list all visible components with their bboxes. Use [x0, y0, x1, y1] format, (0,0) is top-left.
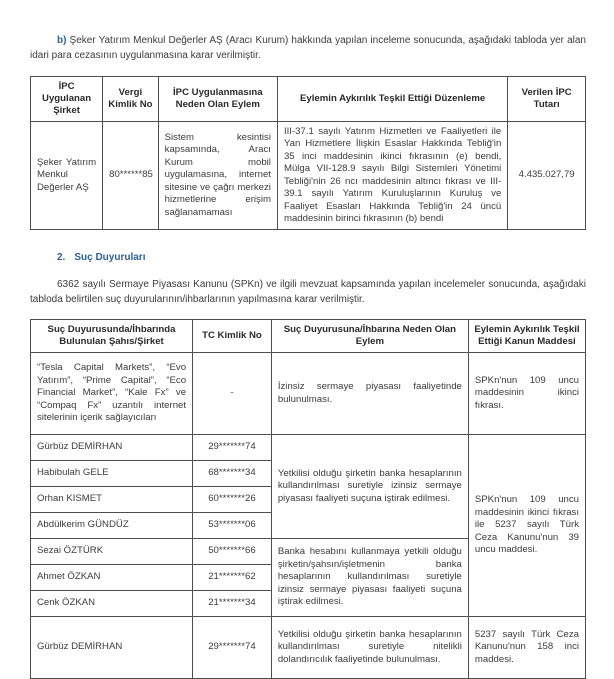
complaint-row-fraud: [31, 617, 586, 679]
ipc-action-cell: Sistem kesintisi kapsamında, Aracı Kurum mobil uygulamasına, internet sitesine ve çağrı merkezi hizmetlerine erişim sağlanamaması: [158, 122, 277, 230]
col-header-complaint-action: Suç Duyurusuna/İhbarına Neden Olan Eylem: [271, 320, 468, 353]
col-header-tc-id: TC Kimlik No: [193, 320, 272, 353]
ipc-data-row: [31, 122, 586, 230]
complaint-action-cell: Yetkilisi olduğu şirketin banka hesaplarının kullandırılması suretiyle nitelikli dolandırıcılık faaliyetinde bulunulması.: [271, 617, 468, 679]
complaint-action-cell: İzinsiz sermaye piyasası faaliyetinde bulunulması.: [271, 353, 468, 435]
subject-cell: “Tesla Capital Markets”, “Evo Yatırım”, “Prime Capital”, “Eco Financial Market”, “Kale Fx” ve “Compaq Fx” uzantılı internet sitelerinin içerik sağlayıcıları: [31, 353, 193, 435]
intro-paragraph-text: Şeker Yatırım Menkul Değerler AŞ (Aracı Kurum) hakkında yapılan inceleme sonucunda, aşağıdaki tabloda yer alan idari para cezasının uygulanmasına karar verilmiştir.: [30, 35, 586, 61]
person-name-cell: Sezai ÖZTÜRK: [31, 539, 193, 565]
section-2-number: 2.: [57, 252, 66, 263]
complaint-action-cell-group1: Yetkilisi olduğu şirketin banka hesaplarının kullandırılması suretiyle izinsiz sermaye piyasası faaliyeti suçuna iştirak edilmesi.: [271, 435, 468, 539]
table-header-row: [31, 320, 586, 353]
law-article-cell-shared: SPKn'nun 109 uncu maddesinin ikinci fıkrası ile 5237 sayılı Türk Ceza Kanunu'nun 39 uncu maddesi.: [468, 435, 585, 617]
tc-id-cell: -: [193, 353, 272, 435]
complaints-table-header: [31, 320, 586, 353]
section-2-paragraph: 6362 sayılı Sermaye Piyasası Kanunu (SPKn) ve ilgili mevzuat kapsamında yapılan incelemeler sonucunda, aşağıdaki tabloda belirtilen suç duyurularının/ihbarlarının yapılmasına karar verilmiştir.: [30, 279, 586, 305]
ipc-table-body: [31, 122, 586, 230]
tax-id-cell: 80******85: [103, 122, 159, 230]
company-name-cell: Şeker Yatırım Menkul Değerler AŞ: [31, 122, 103, 230]
complaints-table-body: [31, 353, 586, 679]
tc-id-cell: 50*******66: [193, 539, 272, 565]
col-header-tax-id: Vergi Kimlik No: [103, 77, 159, 122]
ipc-regulation-cell: III-37.1 sayılı Yatırım Hizmetleri ve Faaliyetleri ile Yan Hizmetlere İlişkin Esaslar Hakkında Tebliğ'in 35 inci maddesinin ikinci fıkrasının (e) bendi, Mülga VII-128.9 sayılı Bilgi Sistemleri Yönetimi Tebliği'nin 26 ncı maddesinin altıncı fıkrası ve III-39.1 sayılı Yatırım Kuruluşlarının Kuruluş ve Faaliyet Esasları Hakkında Tebliğ'in 24 üncü maddesinin birinci fıkrasının (b) bendi: [277, 122, 507, 230]
col-header-ipc-action: İPC Uygulanmasına Neden Olan Eylem: [158, 77, 277, 122]
person-name-cell: Orhan KISMET: [31, 487, 193, 513]
ipc-amount-cell: 4.435.027,79: [508, 122, 586, 230]
tc-id-cell: 29*******74: [193, 617, 272, 679]
tc-id-cell: 60*******26: [193, 487, 272, 513]
law-article-cell: 5237 sayılı Türk Ceza Kanunu'nun 158 inci maddesi.: [468, 617, 585, 679]
tc-id-cell: 68*******34: [193, 461, 272, 487]
tc-id-cell: 21*******34: [193, 591, 272, 617]
tc-id-cell: 21*******62: [193, 565, 272, 591]
complaint-action-cell-group2: Banka hesabını kullanmaya yetkili olduğu şirketin/şahsın/işletmenin banka hesaplarının kullandırılması suretiyle izinsiz sermaye piyasası faaliyeti suçuna iştirak edilmesi.: [271, 539, 468, 617]
col-header-law-article: Eylemin Aykırılık Teşkil Ettiği Kanun Maddesi: [468, 320, 585, 353]
law-article-cell: SPKn'nun 109 uncu maddesinin ikinci fıkrası.: [468, 353, 585, 435]
intro-paragraph-b: [30, 33, 586, 63]
person-name-cell: Cenk ÖZKAN: [31, 591, 193, 617]
item-marker-b: b): [57, 35, 67, 46]
person-row: [31, 435, 586, 461]
tc-id-cell: 29*******74: [193, 435, 272, 461]
col-header-ipc-amount: Verilen İPC Tutarı: [508, 77, 586, 122]
criminal-complaints-table: [30, 319, 586, 679]
section-2-heading: [57, 252, 586, 264]
col-header-subject: Suç Duyurusunda/İhbarında Bulunulan Şahıs/Şirket: [31, 320, 193, 353]
section-2-title: Suç Duyuruları: [74, 252, 146, 263]
person-name-cell: Habibulah GELE: [31, 461, 193, 487]
person-name-cell: Gürbüz DEMİRHAN: [31, 617, 193, 679]
col-header-ipc-company: İPC Uygulanan Şirket: [31, 77, 103, 122]
col-header-ipc-regulation: Eylemin Aykırılık Teşkil Ettiği Düzenleme: [277, 77, 507, 122]
ipc-fine-table: [30, 76, 586, 230]
tc-id-cell: 53*******06: [193, 513, 272, 539]
person-name-cell: Gürbüz DEMİRHAN: [31, 435, 193, 461]
table-header-row: [31, 77, 586, 122]
person-name-cell: Abdülkerim GÜNDÜZ: [31, 513, 193, 539]
person-name-cell: Ahmet ÖZKAN: [31, 565, 193, 591]
ipc-table-header: [31, 77, 586, 122]
complaint-row-websites: [31, 353, 586, 435]
